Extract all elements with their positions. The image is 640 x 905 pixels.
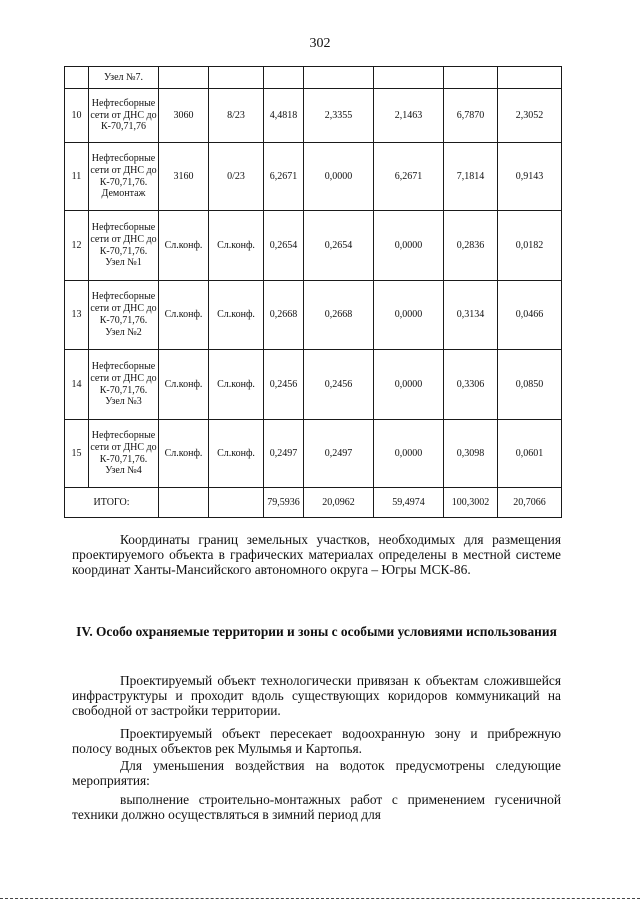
object-name: Нефтесборные сети от ДНС до К-70,71,76. Узел №2 [89,281,159,350]
object-name: Нефтесборные сети от ДНС до К-70,71,76. Демонтаж [89,143,159,211]
infrastructure-paragraph [72,673,561,719]
table-row [65,211,562,281]
cell-col6: 0,2668 [304,281,374,350]
cell-col3: Сл.конф. [159,350,209,420]
cell-col4: Сл.конф. [209,350,264,420]
row-number: 15 [65,420,89,488]
cell-col9: 0,0466 [498,281,562,350]
total-col4 [209,488,264,518]
cell-col4 [209,67,264,89]
cell-col4: Сл.конф. [209,420,264,488]
page-number: 302 [309,36,331,51]
cell-col7: 0,0000 [374,211,444,281]
cell-col5: 0,2497 [264,420,304,488]
total-col6: 20,0962 [304,488,374,518]
cell-col8: 0,3306 [444,350,498,420]
cell-col5: 0,2456 [264,350,304,420]
table-row [65,420,562,488]
coordinates-paragraph [72,532,561,578]
cell-col7: 6,2671 [374,143,444,211]
cell-col7: 2,1463 [374,89,444,143]
cell-col9 [498,67,562,89]
cell-col7: 0,0000 [374,281,444,350]
cell-col8: 0,3134 [444,281,498,350]
row-number: 11 [65,143,89,211]
construction-paragraph [72,792,561,822]
total-row [65,488,562,518]
table-row [65,281,562,350]
land-area-table [64,66,562,518]
cell-col4: 8/23 [209,89,264,143]
cell-col8: 0,3098 [444,420,498,488]
cell-col6: 0,2497 [304,420,374,488]
cell-col3: Сл.конф. [159,211,209,281]
cell-col9: 0,0182 [498,211,562,281]
cell-col7: 0,0000 [374,420,444,488]
table-row [65,143,562,211]
cell-col3 [159,67,209,89]
table-row [65,89,562,143]
object-name: Нефтесборные сети от ДНС до К-70,71,76. Узел №3 [89,350,159,420]
cell-col4: 0/23 [209,143,264,211]
water-zone-paragraph [72,726,561,756]
cell-col8 [444,67,498,89]
total-label: ИТОГО: [65,488,159,518]
cell-col5: 6,2671 [264,143,304,211]
cell-col7 [374,67,444,89]
cell-col9: 0,0850 [498,350,562,420]
cell-col3: 3060 [159,89,209,143]
cell-col3: 3160 [159,143,209,211]
row-number: 12 [65,211,89,281]
total-col5: 79,5936 [264,488,304,518]
cell-col6: 0,0000 [304,143,374,211]
cell-col3: Сл.конф. [159,281,209,350]
coordinates-text: Координаты границ земельных участков, необходимых для размещения проектируемого объекта в графических материалах определены в местной системе координат Ханты-Мансийского автономного округа – Югры МСК-86. [72,532,561,578]
cell-col8: 6,7870 [444,89,498,143]
water-zone-text: Проектируемый объект пересекает водоохранную зону и прибрежную полосу водных объектов рек Мулымья и Картопья. [72,726,561,757]
cell-col8: 7,1814 [444,143,498,211]
object-name: Нефтесборные сети от ДНС до К-70,71,76 [89,89,159,143]
object-name: Узел №7. [89,67,159,89]
cell-col3: Сл.конф. [159,420,209,488]
cell-col6 [304,67,374,89]
table-row [65,67,562,89]
cell-col7: 0,0000 [374,350,444,420]
construction-text: выполнение строительно-монтажных работ с применением гусеничной техники должно осуществляться в зимний период для [72,792,561,823]
measures-text: Для уменьшения воздействия на водоток предусмотрены следующие мероприятия: [72,758,561,789]
total-col8: 100,3002 [444,488,498,518]
object-name: Нефтесборные сети от ДНС до К-70,71,76. Узел №4 [89,420,159,488]
cell-col9: 0,0601 [498,420,562,488]
total-col9: 20,7066 [498,488,562,518]
cell-col5: 0,2668 [264,281,304,350]
row-number: 13 [65,281,89,350]
object-name: Нефтесборные сети от ДНС до К-70,71,76. Узел №1 [89,211,159,281]
row-number [65,67,89,89]
total-col3 [159,488,209,518]
cell-col5: 0,2654 [264,211,304,281]
infrastructure-text: Проектируемый объект технологически привязан к объектам сложившейся инфраструктуры и проходит вдоль существующих коридоров коммуникаций на свободной от застройки территории. [72,673,561,719]
row-number: 10 [65,89,89,143]
page-bottom-divider [0,898,640,900]
measures-paragraph [72,758,561,788]
cell-col6: 0,2456 [304,350,374,420]
section-heading: IV. Особо охраняемые территории и зоны с особыми условиями использования [76,624,557,639]
cell-col8: 0,2836 [444,211,498,281]
cell-col9: 2,3052 [498,89,562,143]
cell-col6: 0,2654 [304,211,374,281]
table-row [65,350,562,420]
cell-col5 [264,67,304,89]
cell-col4: Сл.конф. [209,281,264,350]
cell-col5: 4,4818 [264,89,304,143]
cell-col4: Сл.конф. [209,211,264,281]
total-col7: 59,4974 [374,488,444,518]
row-number: 14 [65,350,89,420]
cell-col9: 0,9143 [498,143,562,211]
cell-col6: 2,3355 [304,89,374,143]
